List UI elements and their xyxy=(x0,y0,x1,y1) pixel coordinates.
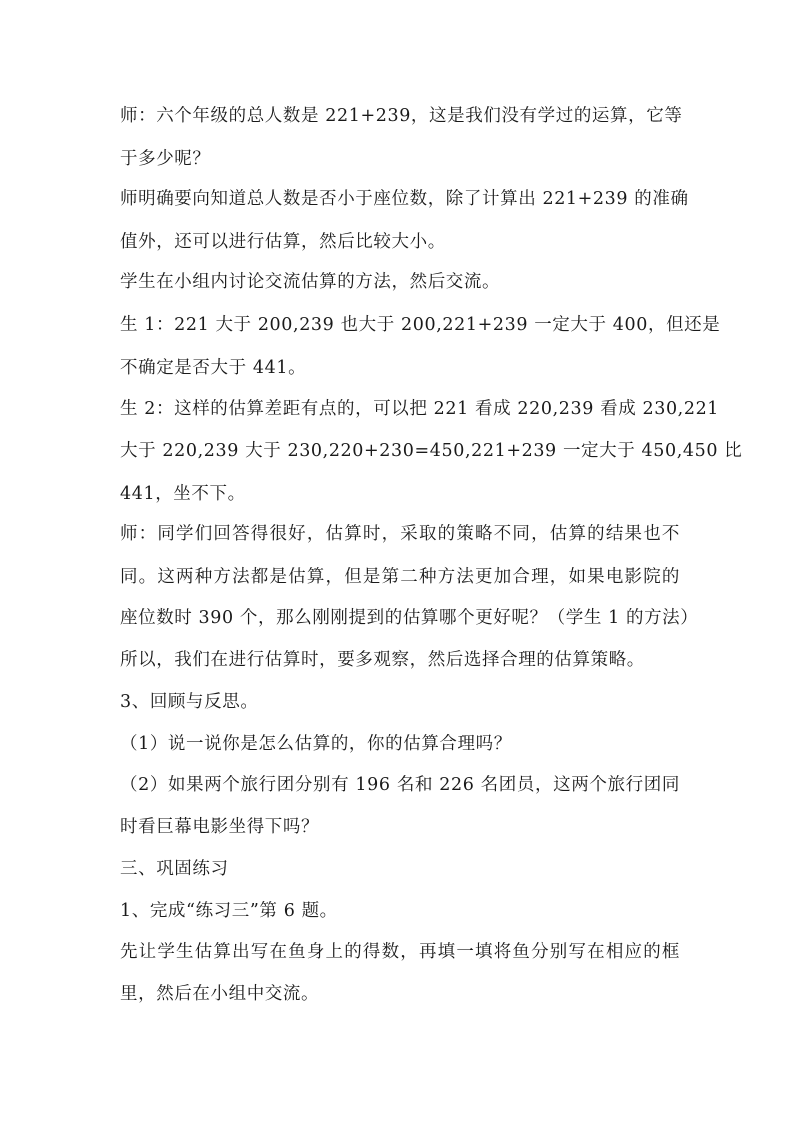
text-line-22: 里，然后在小组中交流。 xyxy=(120,984,320,1004)
text-line-5: 学生在小组内讨论交流估算的方法，然后交流。 xyxy=(120,272,501,292)
text-line-17: （2）如果两个旅行团分别有 196 名和 226 名团员，这两个旅行团同 xyxy=(120,775,680,795)
text-line-15: 3、回顾与反思。 xyxy=(120,692,259,712)
text-line-1: 师：六个年级的总人数是 221+239，这是我们没有学过的运算，它等 xyxy=(120,106,683,126)
text-line-13: 座位数时 390 个，那么刚刚提到的估算哪个更好呢？（学生 1 的方法） xyxy=(120,608,699,628)
text-line-9: 大于 220,239 大于 230,220+230=450,221+239 一定大于 450,450 比 xyxy=(120,441,743,461)
text-line-11: 师：同学们回答得很好，估算时，采取的策略不同，估算的结果也不 xyxy=(120,524,680,544)
text-line-10: 441，坐不下。 xyxy=(120,484,246,504)
text-line-7: 不确定是否大于 441。 xyxy=(120,358,307,378)
text-line-18: 时看巨幕电影坐得下吗？ xyxy=(120,817,320,837)
text-line-8: 生 2：这样的估算差距有点的，可以把 221 看成 220,239 看成 230,221 xyxy=(120,399,720,419)
text-line-21: 先让学生估算出写在鱼身上的得数，再填一填将鱼分别写在相应的框 xyxy=(120,942,680,962)
text-line-16: （1）说一说你是怎么估算的，你的估算合理吗？ xyxy=(120,734,512,754)
text-line-2: 于多少呢？ xyxy=(120,149,211,169)
text-line-14: 所以，我们在进行估算时，要多观察，然后选择合理的估算策略。 xyxy=(120,650,645,670)
text-line-12: 同。这两种方法都是估算，但是第二种方法更加合理，如果电影院的 xyxy=(120,567,680,587)
text-line-6: 生 1：221 大于 200,239 也大于 200,221+239 一定大于 400，但还是 xyxy=(120,315,721,335)
text-line-19: 三、巩固练习 xyxy=(120,859,229,879)
text-line-4: 值外，还可以进行估算，然后比较大小。 xyxy=(120,232,446,252)
text-line-20: 1、完成“练习三”第 6 题。 xyxy=(120,901,338,921)
text-line-3: 师明确要向知道总人数是否小于座位数，除了计算出 221+239 的准确 xyxy=(120,189,689,209)
